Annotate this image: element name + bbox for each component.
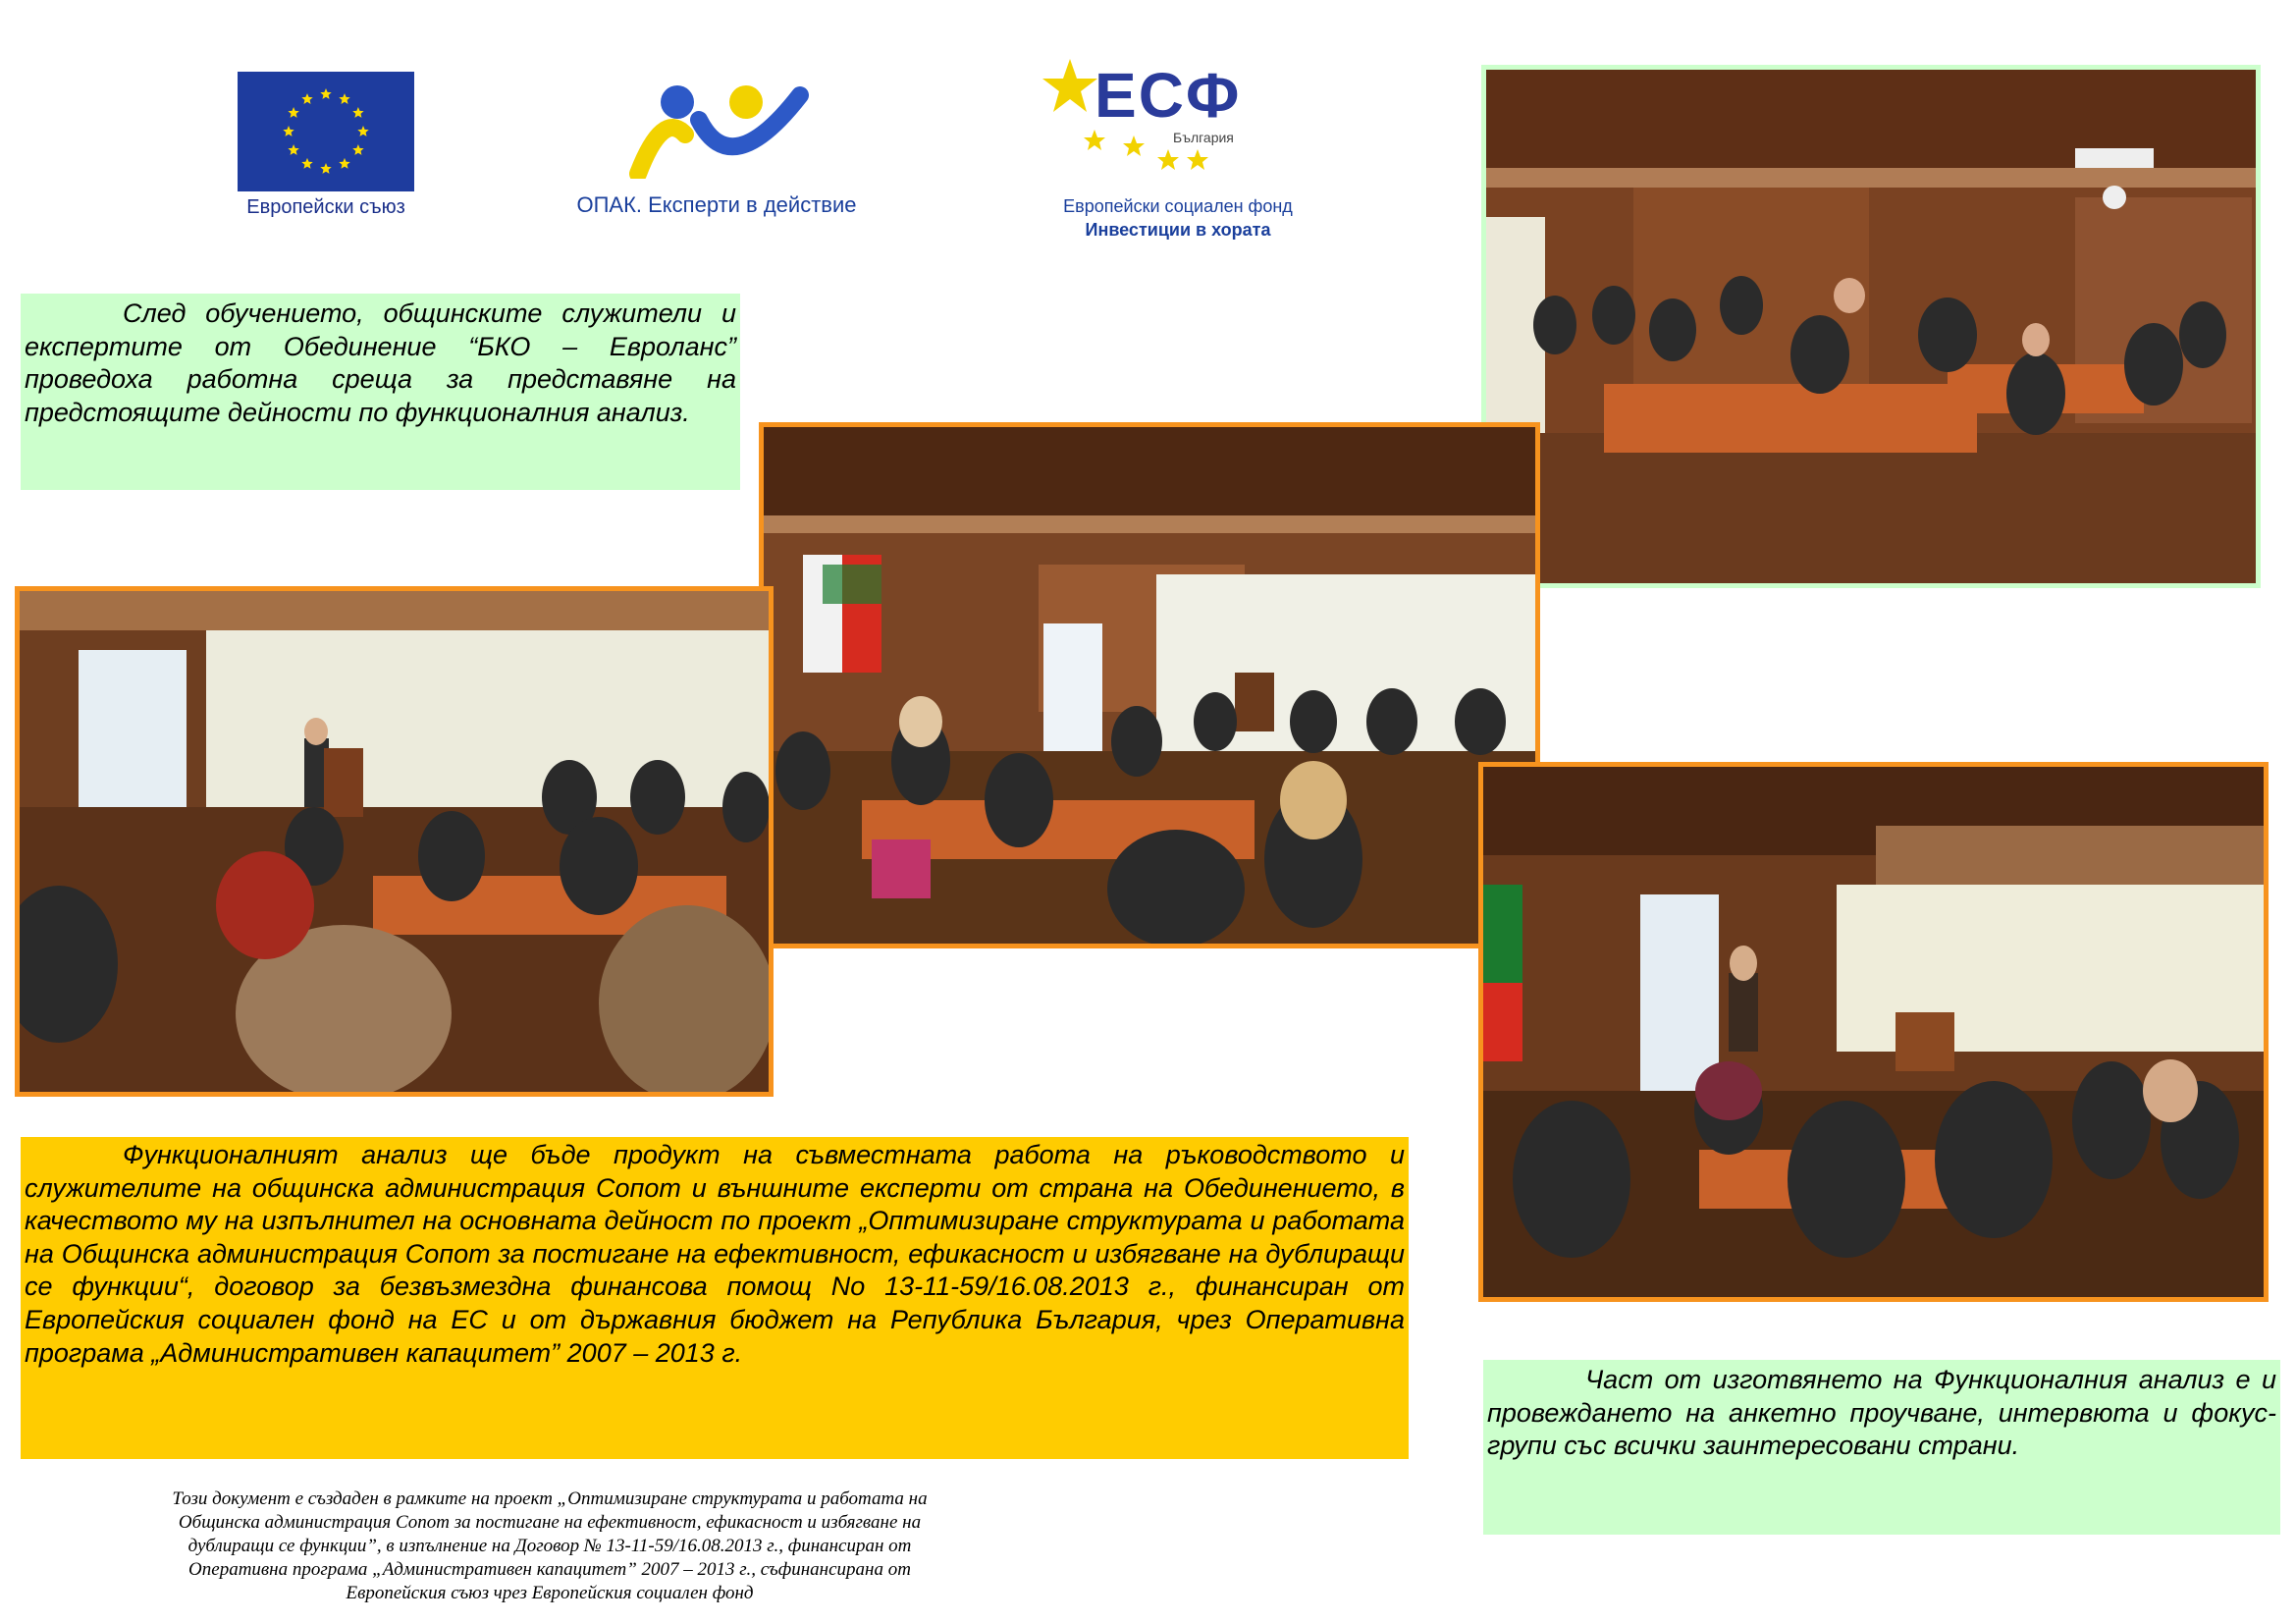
photo-presentation-2 xyxy=(759,422,1540,948)
footer-line: дублиращи се функции”, в изпълнение на Договор № 13-11-59/16.08.2013 г., финансиран от xyxy=(187,1536,912,1556)
footer-line: Европейския съюз чрез Европейския социален фонд xyxy=(346,1583,754,1603)
opak-logo-icon xyxy=(628,81,815,179)
text-meeting-paragraph: След обучението, общинските служители и експертите от Обединение “БКО – Евроланс” проведоха работна среща за представяне на предстоящите дейности по функционалния анализ. xyxy=(25,298,736,427)
eu-star-icon xyxy=(320,163,331,174)
footer-line: Общинска администрация Сопот за постигане на ефективност, ефикасност и избягване на xyxy=(178,1512,922,1533)
eu-logo-label: Европейски съюз xyxy=(246,196,405,218)
photo-meeting-room-1 xyxy=(1481,65,2261,588)
eu-star-icon xyxy=(283,126,294,136)
text-box-meeting xyxy=(21,294,740,490)
opak-logo-label: ОПАК. Експерти в действие xyxy=(576,192,857,217)
esf-logo-label: Европейски социален фонд xyxy=(1063,196,1293,216)
esf-small-stars-icon xyxy=(1075,128,1212,177)
text-box-functional-analysis xyxy=(21,1137,1409,1459)
photo-presentation-4 xyxy=(1478,762,2269,1302)
eu-star-icon xyxy=(339,158,349,169)
eu-star-icon xyxy=(352,144,363,155)
photo-presentation-3 xyxy=(15,586,774,1097)
footer-line: Този документ е създаден в рамките на проект „Оптимизиране структурата и работата на xyxy=(172,1488,928,1509)
text-survey-paragraph: Част от изготвянето на Функционалния анализ е и провеждането на анкетно проучване, интервюта и фокус-групи със всички заинтересовани страни. xyxy=(1487,1365,2276,1461)
footer-disclaimer xyxy=(79,1488,1021,1605)
text-box-survey xyxy=(1483,1360,2280,1535)
text-functional-analysis-paragraph: Функционалният анализ ще бъде продукт на съвместната работа на ръководството и служителите на общинска администрация Сопот и външните експерти от страна на Обединението, в качеството му на изпълнител на основната дейност по проект „Оптимизиране структурата и работата на Общинска администрация Сопот за постигане на ефективност, ефикасност и избягване на дублиращи се функции“, договор за безвъзмездна финансова помощ No 13-11-59/16.08.2013 г., финансиран от Европейския социален фонд на ЕС и от държавния бюджет на Република България, чрез Оперативна програма „Административен капацитет” 2007 – 2013 г. xyxy=(25,1140,1405,1368)
esf-logo-slogan: Инвестиции в хората xyxy=(1085,220,1271,240)
esf-star-icon xyxy=(1041,57,1099,116)
eu-star-icon xyxy=(357,126,368,136)
eu-star-icon xyxy=(288,107,298,118)
esf-country-label: България xyxy=(1173,130,1234,145)
eu-star-icon xyxy=(320,88,331,99)
esf-logo-letters: ЕСФ xyxy=(1095,60,1242,131)
footer-line: Оперативна програма „Административен капацитет” 2007 – 2013 г., съфинансирана от xyxy=(188,1559,911,1580)
eu-star-icon xyxy=(339,93,349,104)
eu-star-icon xyxy=(301,158,312,169)
eu-star-icon xyxy=(352,107,363,118)
eu-star-icon xyxy=(288,144,298,155)
eu-flag-icon xyxy=(238,72,414,191)
eu-star-icon xyxy=(301,93,312,104)
